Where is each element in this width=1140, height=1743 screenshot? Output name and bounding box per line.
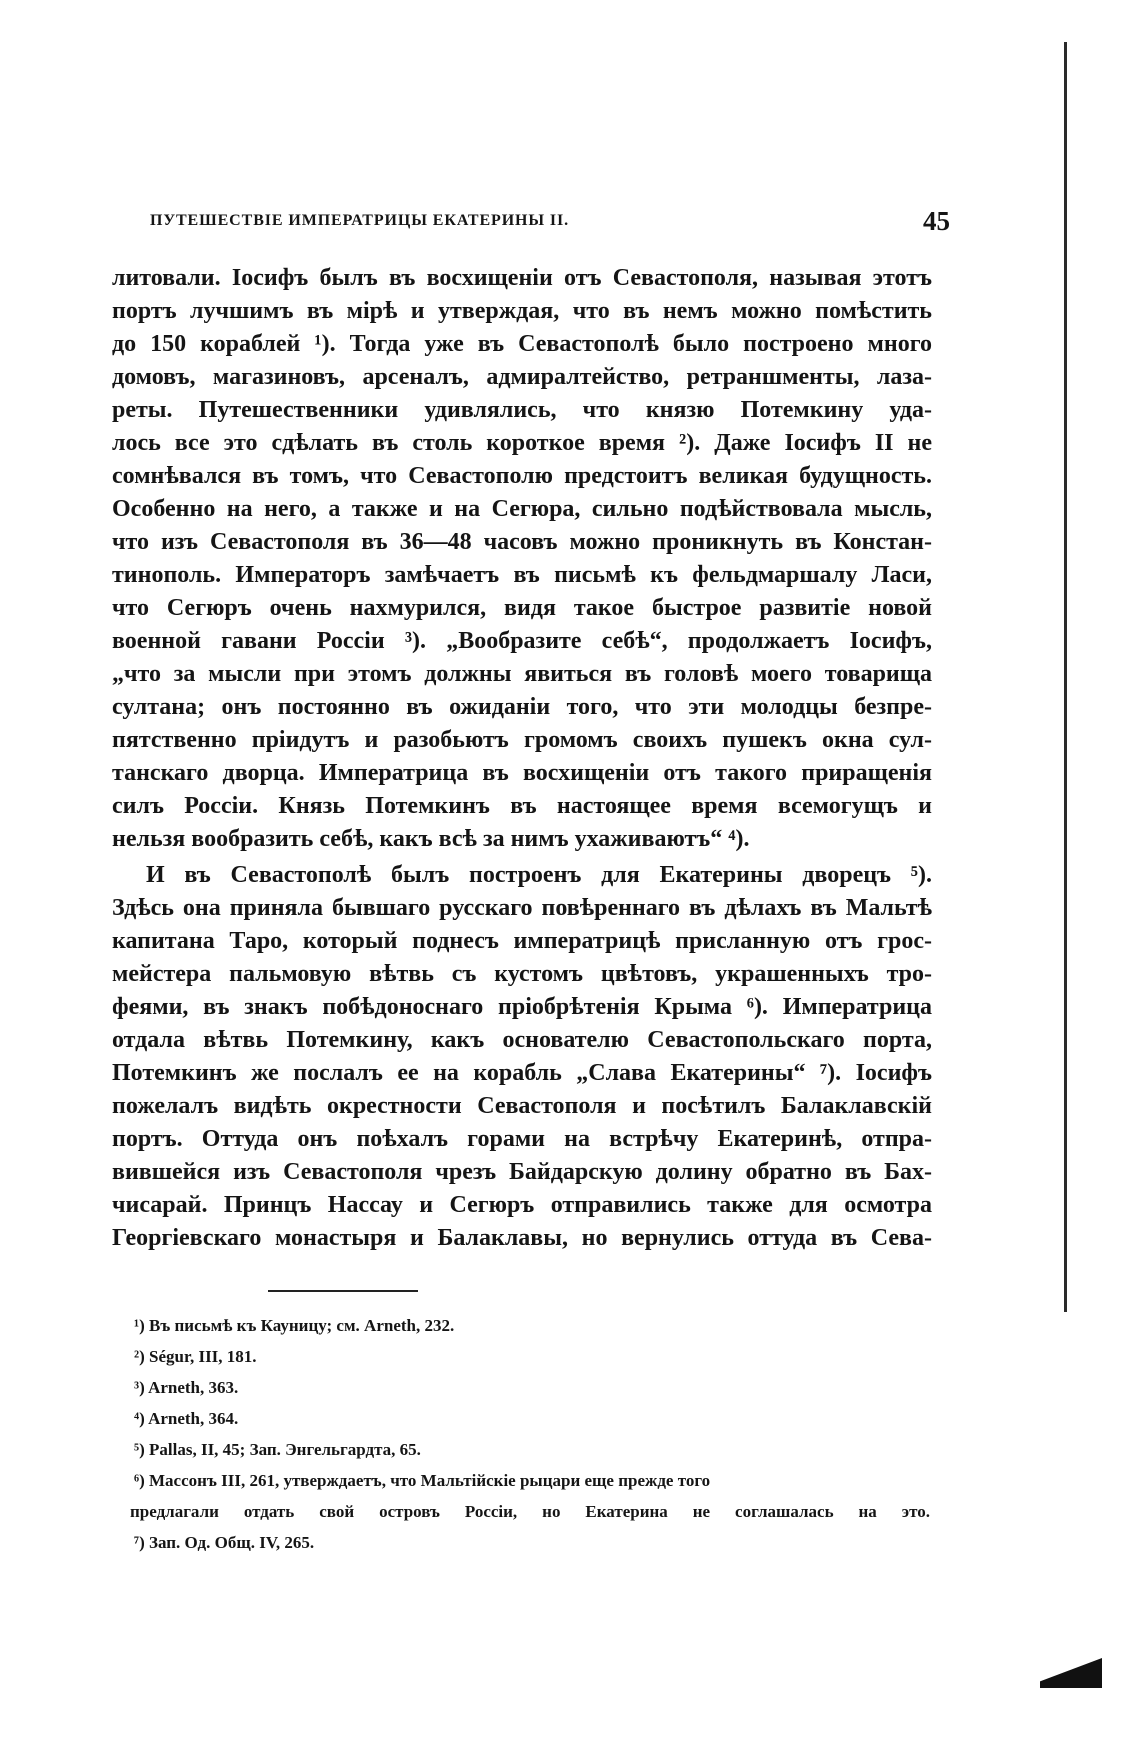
text-line: Потемкинъ же послалъ ее на корабль „Слава Екатерины“ ⁷). Іосифъ [112, 1060, 932, 1086]
text-line: пятственно пріидутъ и разобьютъ громомъ своихъ пушекъ окна сул- [112, 727, 932, 753]
page-header [150, 206, 950, 242]
text-line: Здѣсь она приняла бывшаго русскаго повѣреннаго въ дѣлахъ въ Мальтѣ [112, 895, 932, 921]
footnotes [130, 1310, 930, 1558]
paragraph-2 [112, 859, 932, 1255]
text-line: литовали. Іосифъ былъ въ восхищеніи отъ Севастополя, называя этотъ [112, 265, 932, 291]
footnote-6: ⁶) Массонъ III, 261, утверждаетъ, что Мальтійскіе рыцари еще прежде того [134, 1471, 711, 1490]
text-line: реты. Путешественники удивлялись, что князю Потемкину уда- [112, 397, 932, 423]
footnote-5: ⁵) Pallas, II, 45; Зап. Энгельгардта, 65. [134, 1440, 421, 1459]
text-line: силъ Россіи. Князь Потемкинъ въ настоящее время всемогущъ и [112, 793, 932, 819]
text-line: сомнѣвался въ томъ, что Севастополю предстоитъ великая будущность. [112, 463, 932, 489]
text-line: Особенно на него, а также и на Сегюра, сильно подѣйствовала мысль, [112, 496, 932, 522]
text-line: Георгіевскаго монастыря и Балаклавы, но вернулись оттуда въ Сева- [112, 1225, 932, 1251]
page-edge-line [1064, 42, 1067, 1312]
text-line: что Сегюръ очень нахмурился, видя такое быстрое развитіе новой [112, 595, 932, 621]
footnote-6-continued: предлагали отдать свой островъ Россіи, но Екатерина не соглашалась на это. [130, 1502, 930, 1521]
text-line: что изъ Севастополя въ 36—48 часовъ можно проникнуть въ Констан- [112, 529, 932, 555]
text-line: тинополь. Императоръ замѣчаетъ въ письмѣ къ фельдмаршалу Ласи, [112, 562, 932, 588]
text-line: портъ лучшимъ въ мірѣ и утверждая, что въ немъ можно помѣстить [112, 298, 932, 324]
text-line: пожелалъ видѣть окрестности Севастополя и посѣтилъ Балаклавскій [112, 1093, 932, 1119]
text-line: до 150 кораблей ¹). Тогда уже въ Севастополѣ было построено много [112, 331, 932, 357]
page-number: 45 [923, 206, 950, 236]
footnote-3: ³) Arneth, 363. [134, 1378, 239, 1397]
text-line: вившейся изъ Севастополя чрезъ Байдарскую долину обратно въ Бах- [112, 1159, 932, 1185]
corner-scan-mark [1040, 1658, 1102, 1688]
text-line: домовъ, магазиновъ, арсеналъ, адмиралтейство, ретраншменты, лаза- [112, 364, 932, 390]
text-line: капитана Таро, который поднесъ императрицѣ присланную отъ грос- [112, 928, 932, 954]
text-line: И въ Севастополѣ былъ построенъ для Екатерины дворецъ ⁵). [146, 862, 932, 888]
footnote-7: ⁷) Зап. Од. Общ. IV, 265. [134, 1533, 315, 1552]
footnote-2: ²) Ségur, III, 181. [134, 1347, 257, 1366]
running-title: ПУТЕШЕСТВІЕ ИМПЕРАТРИЦЫ ЕКАТЕРИНЫ II. [150, 212, 570, 229]
text-line: мейстера пальмовую вѣтвь съ кустомъ цвѣтовъ, украшенныхъ тро- [112, 961, 932, 987]
footnote-1: ¹) Въ письмѣ къ Кауницу; см. Arneth, 232. [134, 1316, 455, 1335]
text-line: отдала вѣтвь Потемкину, какъ основателю Севастопольскаго порта, [112, 1027, 932, 1053]
text-line: чисарай. Принцъ Нассау и Сегюръ отправились также для осмотра [112, 1192, 932, 1218]
footnote-4: ⁴) Arneth, 364. [134, 1409, 239, 1428]
text-line: портъ. Оттуда онъ поѣхалъ горами на встрѣчу Екатеринѣ, отпра- [112, 1126, 932, 1152]
text-line: „что за мысли при этомъ должны явиться въ головѣ моего товарища [112, 661, 932, 687]
text-line: нельзя вообразить себѣ, какъ всѣ за нимъ ухаживаютъ“ ⁴). [112, 826, 750, 852]
text-line: лось все это сдѣлать въ столь короткое время ²). Даже Іосифъ II не [112, 430, 932, 456]
text-line: танскаго дворца. Императрица въ восхищеніи отъ такого приращенія [112, 760, 932, 786]
text-line: военной гавани Россіи ³). „Вообразите себѣ“, продолжаетъ Іосифъ, [112, 628, 932, 654]
main-text [112, 262, 932, 1255]
text-line: феями, въ знакъ побѣдоноснаго пріобрѣтенія Крыма ⁶). Императрица [112, 994, 932, 1020]
text-line: султана; онъ постоянно въ ожиданіи того, что эти молодцы безпре- [112, 694, 932, 720]
footnote-divider [268, 1290, 418, 1292]
